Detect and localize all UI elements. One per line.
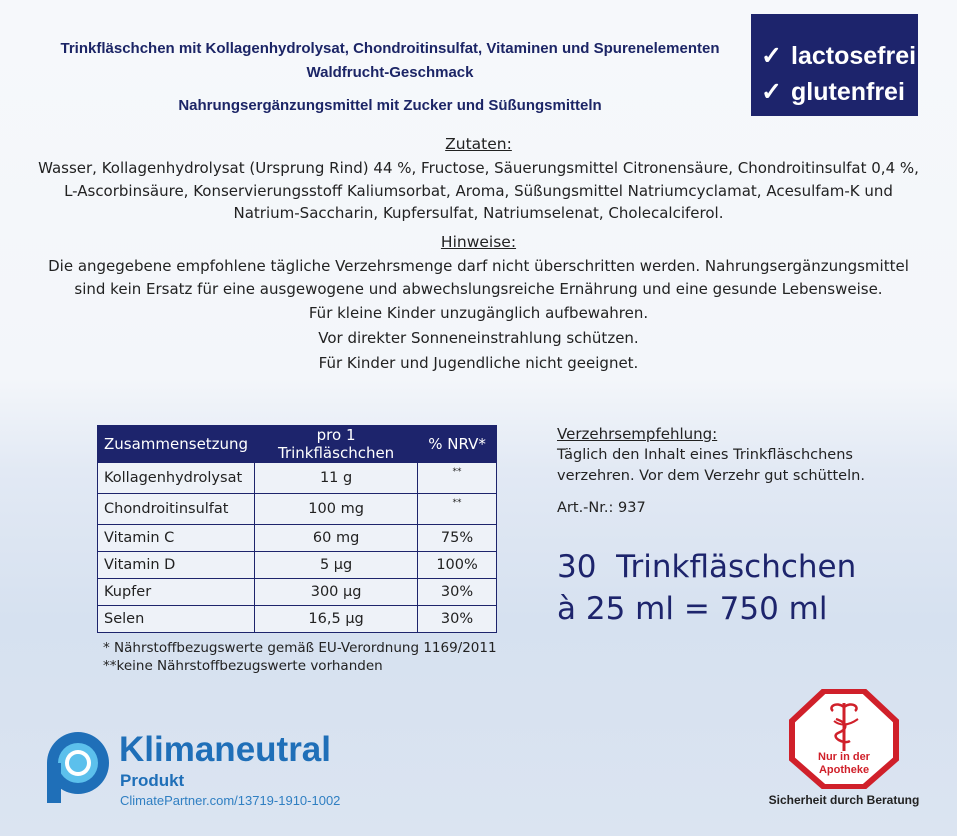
badge-item-gluten: ✓ glutenfrei (761, 74, 918, 110)
table-row: Kupfer 300 µg 30% (98, 579, 497, 606)
category-label: Nahrungsergänzungsmittel mit Zucker und Süßungsmitteln (178, 97, 602, 114)
dosage-title: Verzehrsempfehlung: (557, 425, 718, 443)
pharmacy-only-seal (788, 689, 900, 789)
article-number: Art.-Nr.: 937 (557, 500, 646, 516)
product-title: Trinkfläschchen mit Kollagenhydrolysat, Chondroitinsulfat, Vitaminen und Spurenelementen (60, 40, 720, 57)
checkmark-icon: ✓ (761, 78, 782, 106)
dosage-line-1: Täglich den Inhalt eines Trinkfläschchens (557, 447, 853, 463)
column-header: % NRV* (418, 426, 497, 463)
badge-item-lactose: ✓ lactosefrei (761, 38, 918, 74)
table-row: Selen 16,5 µg 30% (98, 606, 497, 633)
klima-subtitle: Produkt (120, 771, 185, 790)
notes-text: Die angegebene empfohlene tägliche Verzehrsmenge darf nicht überschritten werden. Nahrungsergänzungsmittel sind kein Ersatz für eine ausgewogene und abwechslungsreiche Ernährung und eine gesunde Lebensweise. (48, 257, 909, 298)
ingredients-text: Wasser, Kollagenhydrolysat (Ursprung Rind) 44 %, Fructose, Säuerungsmittel Citronensäure, Chondroitinsulfat 0,4 %, L-Ascorbinsäure, Konservierungsstoff Kaliumsorbat, Aroma, Süßungsmittel Natriumcyclamat, Acesulfam-K und Natrium-Saccharin, Kupfersulfat, Natriumselenat, Cholecalciferol. (38, 159, 919, 222)
klima-url: ClimatePartner.com/13719-1910-1002 (120, 793, 341, 808)
notes-title: Hinweise: (440, 233, 517, 251)
package-volume: à 25 ml = 750 ml (557, 591, 828, 627)
checkmark-icon: ✓ (761, 42, 782, 70)
table-row: Vitamin C 60 mg 75% (98, 525, 497, 552)
climate-partner-logo-icon (42, 729, 114, 805)
table-row: Chondroitinsulfat 100 mg ** (98, 494, 497, 525)
klima-title: Klimaneutral (119, 730, 331, 769)
seal-text-line-2: Apotheke (818, 764, 870, 776)
dosage-line-2: verzehren. Vor dem Verzehr gut schütteln. (557, 468, 865, 484)
ingredients-title: Zutaten: (445, 135, 512, 153)
table-header-row (98, 426, 497, 463)
column-header: Zusammensetzung (98, 426, 255, 463)
seal-text-line-1: Nur in der (818, 751, 870, 763)
table-row: Vitamin D 5 µg 100% (98, 552, 497, 579)
notes-warnings: Für kleine Kinder unzugänglich aufbewahren. Vor direkter Sonneneinstrahlung schützen. Für Kinder und Jugendliche nicht geeignet. (308, 304, 649, 372)
column-header: pro 1 Trinkfläschchen (255, 426, 418, 463)
free-from-badge (751, 14, 918, 116)
flavor-label: Waldfrucht-Geschmack (306, 64, 474, 81)
table-row: Kollagenhydrolysat 11 g ** (98, 463, 497, 494)
pharmacy-caption: Sicherheit durch Beratung (768, 793, 920, 807)
nutrition-table (97, 425, 497, 633)
package-count: 30 Trinkfläschchen (557, 549, 857, 585)
footnote-nrv: * Nährstoffbezugswerte gemäß EU-Verordnung 1169/2011 (103, 640, 497, 656)
footnote-no-nrv: **keine Nährstoffbezugswerte vorhanden (103, 658, 383, 674)
